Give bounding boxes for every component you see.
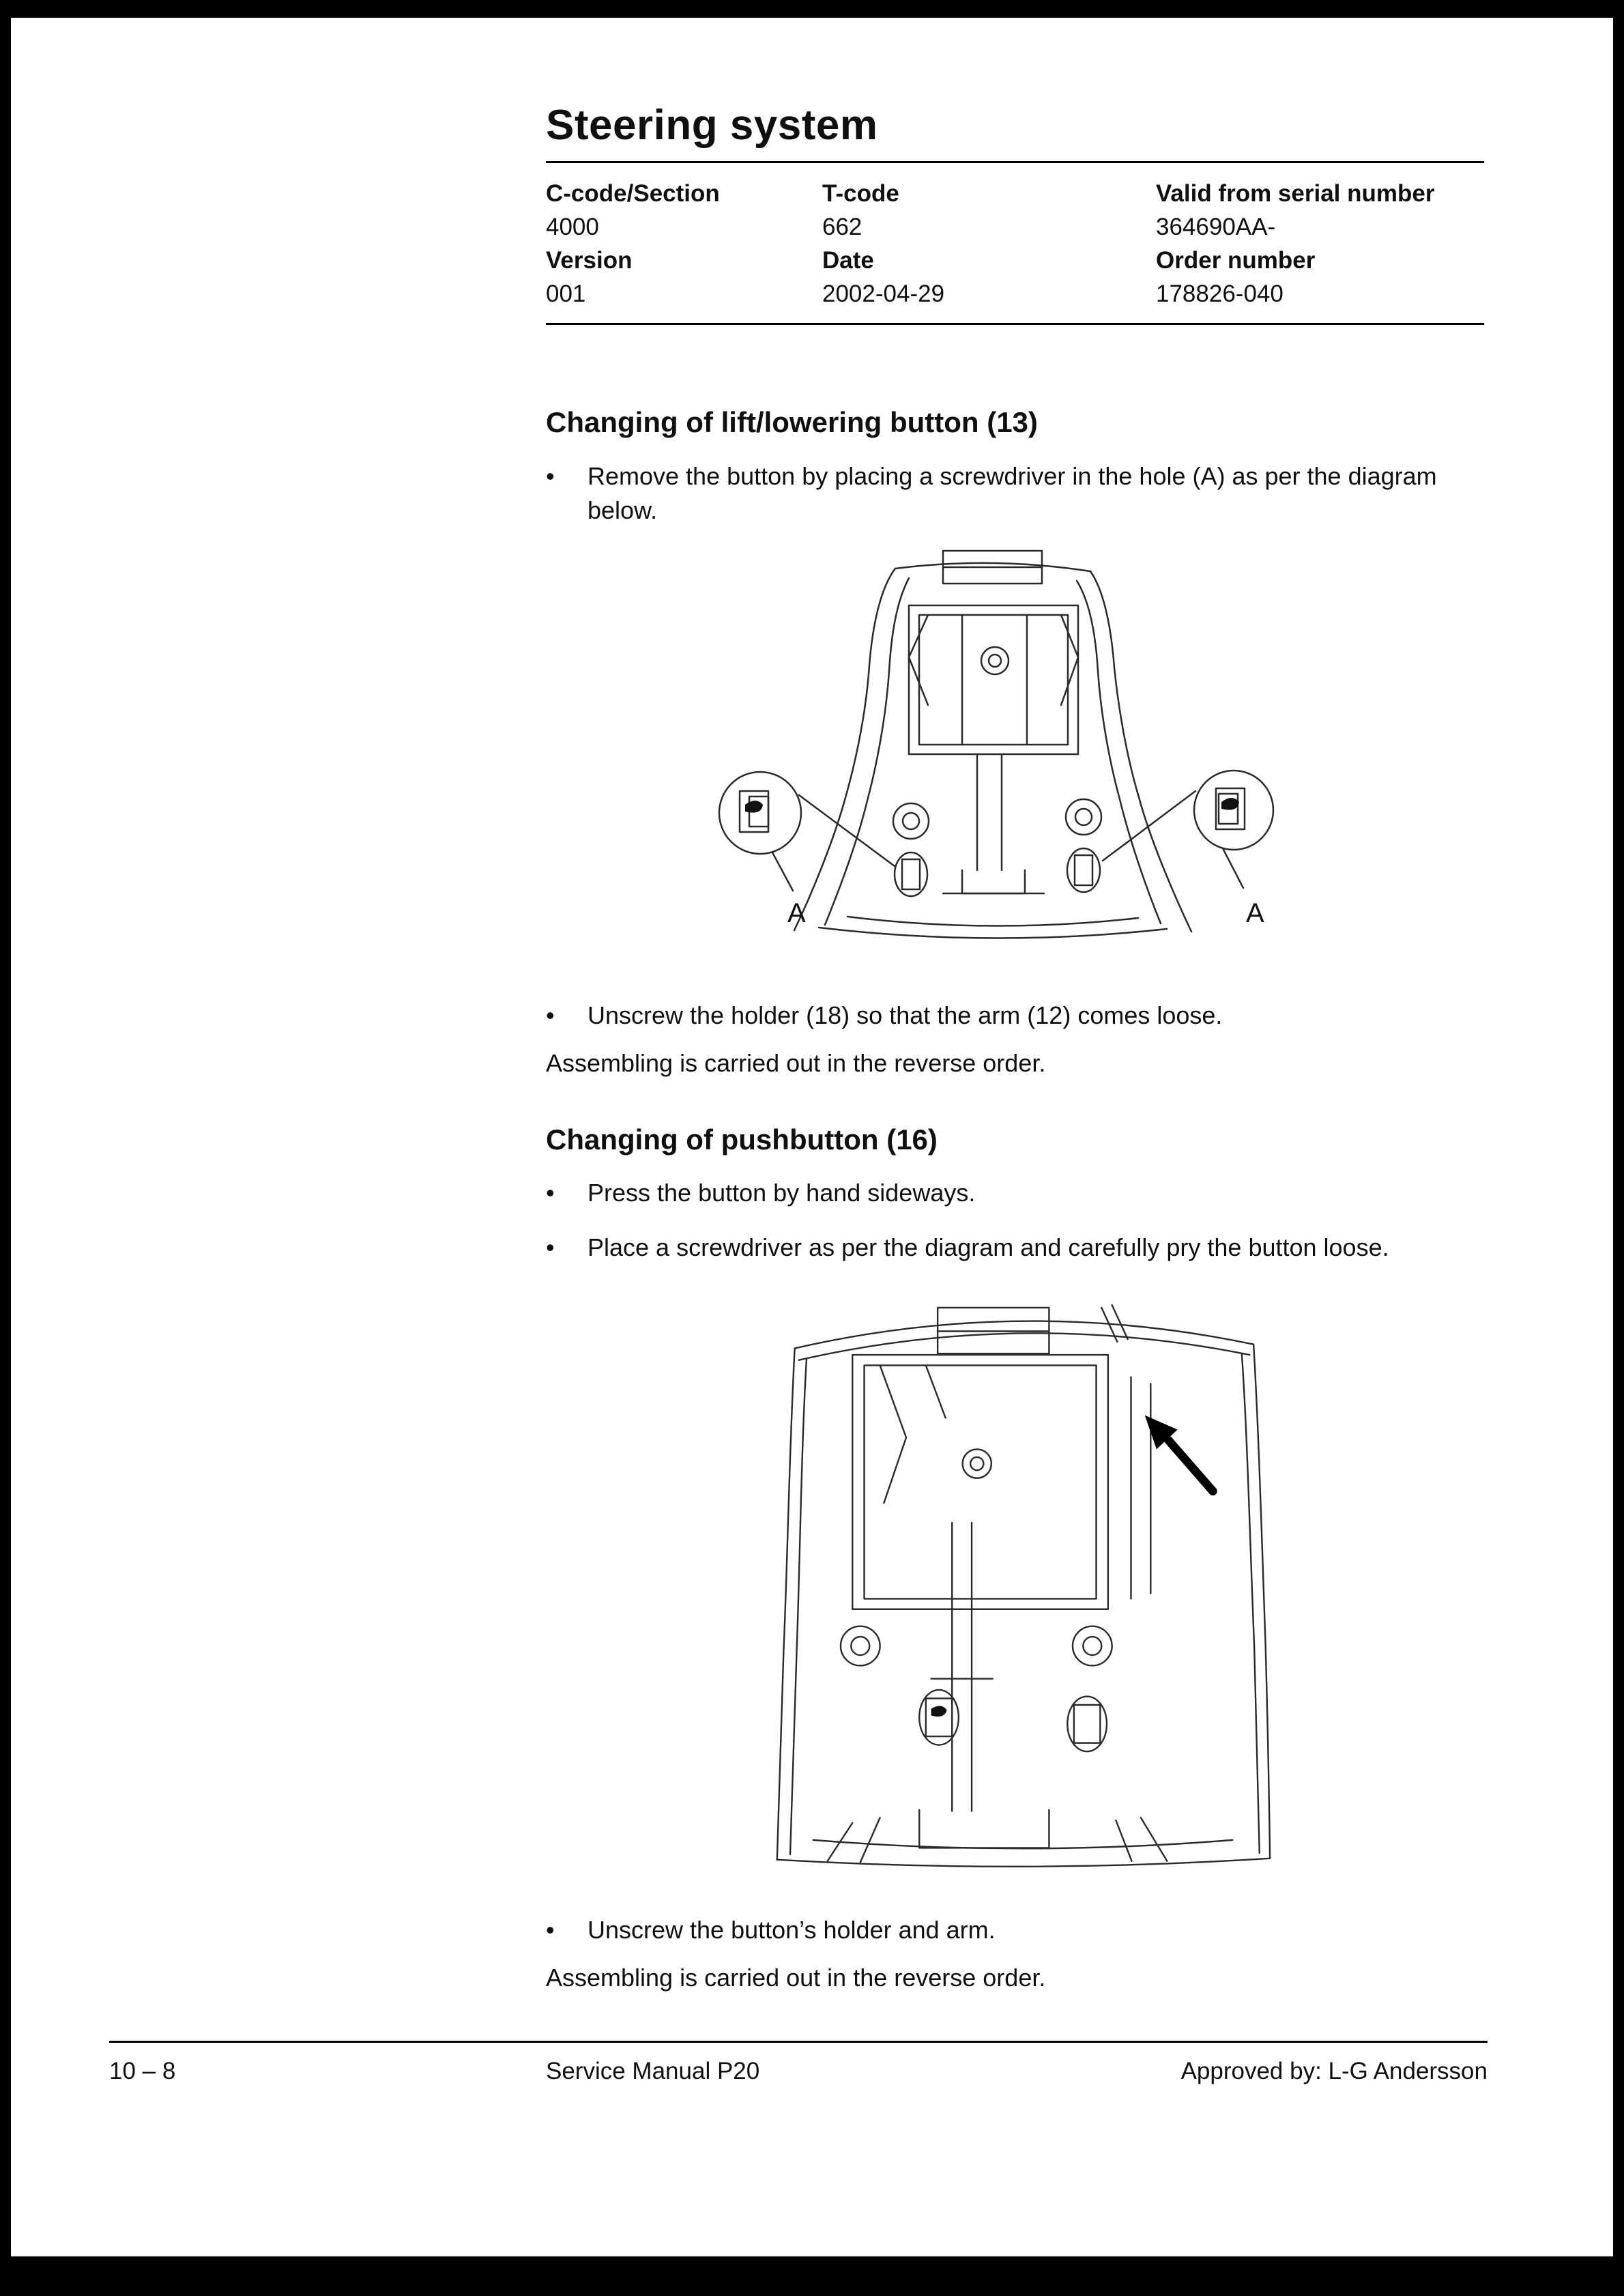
bullet-text: Remove the button by placing a screwdriver in the hole (A) as per the diagram below. — [588, 461, 1437, 524]
bullet-text: Unscrew the button’s holder and arm. — [588, 1915, 996, 1944]
meta-label-date: Date — [822, 247, 874, 274]
bullet-marker: • — [546, 461, 555, 490]
figure-label-a-right: A — [1246, 898, 1264, 928]
bullet-text: Place a screwdriver as per the diagram and carefully pry the button loose. — [588, 1233, 1389, 1261]
button-panel — [852, 1308, 1150, 1609]
meta-value-c-code: 4000 — [546, 214, 599, 241]
assembling-note-lift: Assembling is carried out in the reverse order. — [546, 1048, 1046, 1077]
assembling-note-push: Assembling is carried out in the reverse order. — [546, 1963, 1046, 1992]
page-title: Steering system — [546, 102, 878, 149]
bullet-place-screwdriver — [546, 1231, 1484, 1265]
page-content — [546, 18, 1484, 1995]
bullet-marker: • — [546, 1178, 555, 1207]
pry-direction-arrow — [1145, 1415, 1213, 1491]
bullet-marker: • — [546, 1915, 555, 1944]
meta-label-c-code: C-code/Section — [546, 180, 720, 207]
section-heading-lift-lowering: Changing of lift/lowering button (13) — [546, 406, 1038, 439]
meta-value-version: 001 — [546, 281, 586, 308]
bullet-unscrew-button-holder — [546, 1913, 1484, 1947]
manual-page — [11, 18, 1613, 2256]
hole-callout-left — [719, 772, 895, 891]
control-head-housing — [777, 1305, 1270, 1867]
footer-page-number: 10 – 8 — [109, 2058, 176, 2084]
button-panel — [909, 605, 1078, 754]
button-mechanism — [893, 754, 1101, 896]
page-footer — [109, 2041, 1488, 2085]
meta-label-version: Version — [546, 247, 633, 274]
meta-value-t-code: 662 — [822, 214, 862, 241]
figure-label-a-left: A — [787, 898, 806, 928]
meta-value-order: 178826-040 — [1156, 281, 1284, 308]
button-mechanism — [828, 1523, 1168, 1863]
bullet-text: Press the button by hand sideways. — [588, 1178, 976, 1207]
bullet-marker: • — [546, 1233, 555, 1261]
footer-approved-by: Approved by: L-G Andersson — [1180, 2058, 1488, 2084]
meta-label-t-code: T-code — [822, 180, 899, 207]
footer-document-name: Service Manual P20 — [546, 2058, 760, 2084]
meta-label-order: Order number — [1156, 247, 1316, 274]
bullet-text: Unscrew the holder (18) so that the arm (12) comes loose. — [588, 1001, 1223, 1029]
meta-divider — [546, 323, 1484, 325]
bullet-remove-button — [546, 459, 1484, 528]
meta-value-date: 2002-04-29 — [822, 281, 945, 308]
bullet-press-button — [546, 1176, 1484, 1210]
document-meta — [546, 163, 1484, 323]
bullet-unscrew-holder — [546, 999, 1484, 1033]
meta-label-serial: Valid from serial number — [1156, 180, 1435, 207]
meta-value-serial: 364690AA- — [1156, 214, 1276, 241]
figure-pushbutton-drawing — [774, 1285, 1272, 1876]
figure-lift-button-drawing — [716, 548, 1283, 958]
section-heading-pushbutton: Changing of pushbutton (16) — [546, 1123, 938, 1156]
bullet-marker: • — [546, 1001, 555, 1029]
